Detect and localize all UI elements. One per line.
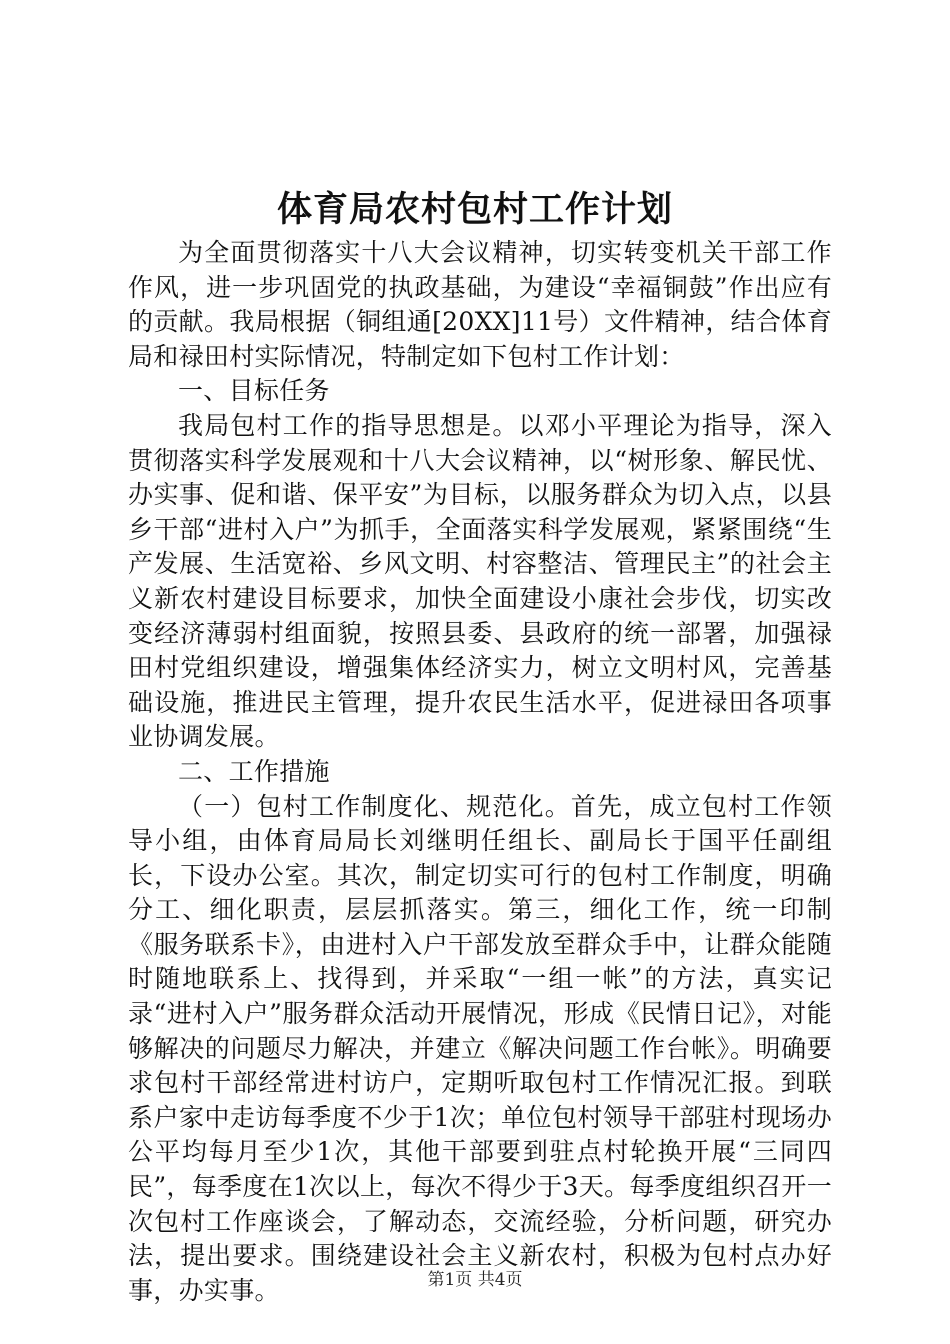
page-footer: 第1页 共4页	[427, 1270, 523, 1290]
measures-paragraph: （一）包村工作制度化、规范化。首先，成立包村工作领导小组，由体育局局长刘继明任组长、副局长于国平任副组长，下设办公室。其次，制定切实可行的包村工作制度，明确分工、细化职责，层层抓落实。第三，细化工作，统一印制《服务联系卡》，由进村入户干部发放至群众手中，让群众能随时随地联系上、找得到，并采取“一组一帐”的方法，真实记录“进村入户”服务群众活动开展情况，形成《民情日记》，对能够解决的问题尽力解决，并建立《解决问题工作台帐》。明确要求包村干部经常进村访户，定期听取包村工作情况汇报。到联系户家中走访每季度不少于1次；单位包村领导干部驻村现场办公平均每月至少1次，其他干部要到驻点村轮换开展“三同四民”，每季度在1次以上，每次不得少于3天。每季度组织召开一次包村工作座谈会，了解动态，交流经验，分析问题，研究办法，提出要求。围绕建设社会主义新农村，积极为包村点办好事，办实事。	[128, 791, 832, 1305]
intro-paragraph: 为全面贯彻落实十八大会议精神，切实转变机关干部工作作风，进一步巩固党的执政基础，为建设“幸福铜鼓”作出应有的贡献。我局根据（铜组通[20XX]11号）文件精神，结合体育局和禄田村实际情况，特制定如下包村工作计划：	[128, 238, 832, 371]
goals-paragraph: 我局包村工作的指导思想是。以邓小平理论为指导，深入贯彻落实科学发展观和十八大会议精神，以“树形象、解民忧、办实事、促和谐、保平安”为目标，以服务群众为切入点，以县乡干部“进村入户”为抓手，全面落实科学发展观，紧紧围绕“生产发展、生活宽裕、乡风文明、村容整洁、管理民主”的社会主义新农村建设目标要求，加快全面建设小康社会步伐，切实改变经济薄弱村组面貌，按照县委、县政府的统一部署，加强禄田村党组织建设，增强集体经济实力，树立文明村风，完善基础设施，推进民主管理，提升农民生活水平，促进禄田各项事业协调发展。	[128, 410, 832, 752]
section-heading-measures: 二、工作措施	[178, 756, 330, 786]
section-heading-goals: 一、目标任务	[178, 376, 330, 406]
document-body	[128, 236, 832, 1308]
document-title: 体育局农村包村工作计划	[276, 189, 673, 230]
